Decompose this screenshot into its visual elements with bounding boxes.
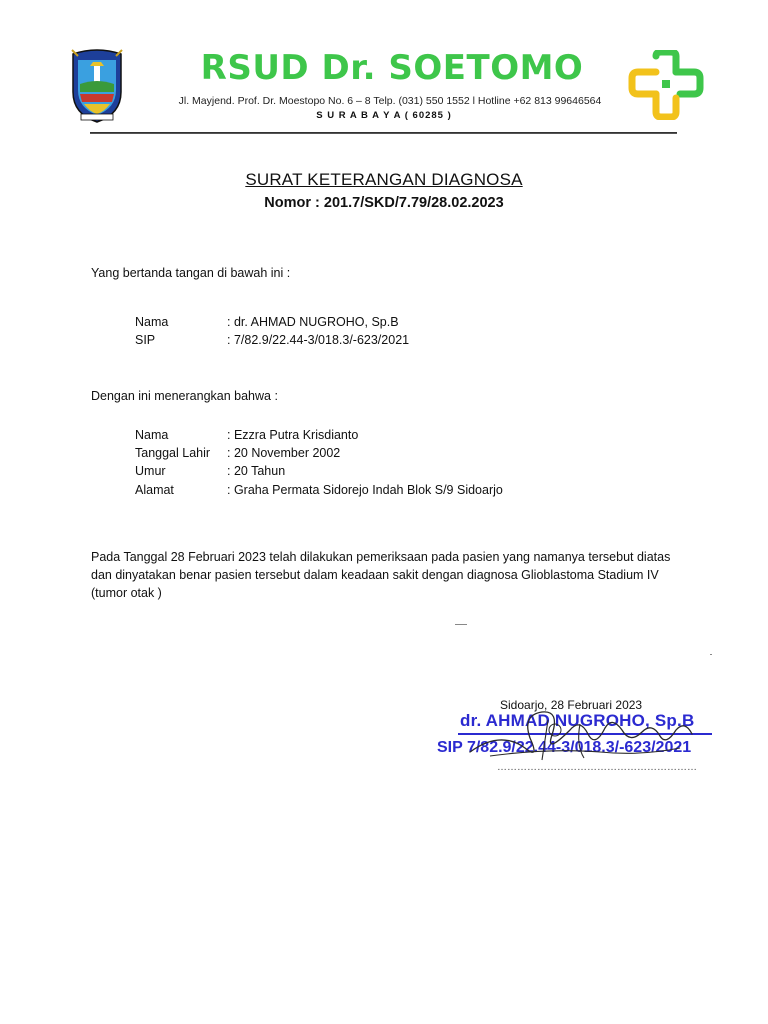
scan-speck [455,624,467,625]
intro-signer-text: Yang bertanda tangan di bawah ini : [91,266,291,280]
hospital-city: S U R A B A Y A ( 60285 ) [316,110,452,121]
patient-name-row [135,428,358,442]
signer-name-row [135,315,399,329]
patient-address-row [135,483,503,497]
scan-speck [710,654,712,655]
patient-age-row [135,464,285,478]
field-value: : 20 November 2002 [227,446,341,460]
document-title: SURAT KETERANGAN DIAGNOSA [245,170,523,189]
field-value: : Ezzra Putra Krisdianto [227,428,359,442]
hospital-name: RSUD Dr. SOETOMO [200,48,584,88]
sign-place-date: Sidoarjo, 28 Februari 2023 [500,698,643,712]
letterhead-divider [90,132,677,134]
field-value: : dr. AHMAD NUGROHO, Sp.B [227,315,399,329]
document-number: Nomor : 201.7/SKD/7.79/28.02.2023 [264,195,504,211]
intro-patient-text: Dengan ini menerangkan bahwa : [91,389,278,403]
field-label: Alamat [135,483,174,497]
field-value: : 7/82.9/22.44-3/018.3/-623/2021 [227,333,410,347]
field-label: Tanggal Lahir [135,446,211,460]
field-label: Nama [135,315,169,329]
stamp-doctor-sip: SIP 7/82.9/22.44-3/018.3/-623/2021 [437,739,692,756]
signature-dotted-line: …………………………………………………… [497,762,697,773]
field-label: Umur [135,464,166,478]
hospital-address: Jl. Mayjend. Prof. Dr. Moestopo No. 6 – 8 Telp. (031) 550 1552 l Hotline +62 813 99646564 [178,95,602,107]
patient-dob-row [135,446,340,460]
field-label: SIP [135,333,156,347]
field-value: : Graha Permata Sidorejo Indah Blok S/9 Sidoarjo [227,483,503,497]
field-label: Nama [135,428,169,442]
diagnosis-statement: Pada Tanggal 28 Februari 2023 telah dilakukan pemeriksaan pada pasien yang namanya tersebut diatas dan dinyatakan benar pasien tersebut dalam keadaan sakit dengan diagnosa Glioblastoma Stadium IV (tumor otak ) [91,550,671,600]
hospital-cross-logo-icon [628,50,704,120]
signer-sip-row [135,333,409,347]
field-value: : 20 Tahun [227,464,286,478]
handwritten-signature [430,690,710,780]
stamp-doctor-name: dr. AHMAD NUGROHO, Sp.B [460,711,695,730]
